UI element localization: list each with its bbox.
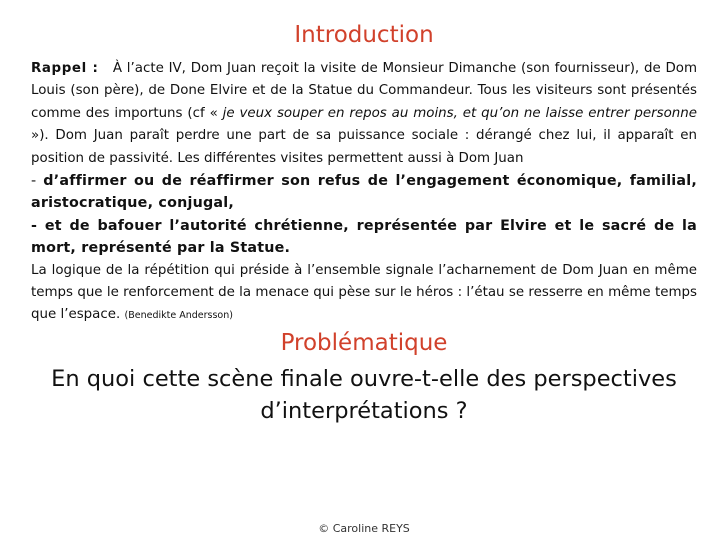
bullet-engagement [31, 170, 697, 215]
rappel-label: Rappel : [31, 61, 99, 76]
slide-title: Introduction [294, 22, 434, 48]
rappel-text-1: À l’acte IV, Dom Juan reçoit la visite de Monsieur Dimanche (son fournisseur), de Dom Louis (son père), de Done Elvire et de la Statue du Commandeur. Tous les visiteurs sont présentés comme des importuns (cf « [31, 61, 698, 121]
problematique-title: Problématique [280, 330, 448, 356]
rappel-quote: je veux souper en repos au moins, et qu’on ne laisse entrer personne [222, 105, 697, 121]
slide-body [31, 58, 697, 328]
bullet-engagement-text: d’affirmer ou de réaffirmer son refus de l’engagement économique, familial, aristocratique, conjugal, [31, 173, 697, 212]
copyright-footer: © Caroline REYS [318, 522, 410, 535]
logic-text: La logique de la répétition qui préside à l’ensemble signale l’acharnement de Dom Juan en même temps que le renforcement de la menace qui pèse sur le héros : l’étau se resserre en même temps que l’espace. [31, 262, 697, 323]
logic-paragraph [31, 260, 697, 328]
rappel-paragraph [31, 58, 697, 170]
problematique-question: En quoi cette scène finale ouvre-t-elle des perspectives d’interprétations ? [51, 366, 677, 424]
citation: (Benedikte Andersson) [124, 310, 233, 322]
bullet-autorite: - et de bafouer l’autorité chrétienne, représentée par Elvire et le sacré de la mort, représenté par la Statue. [31, 217, 697, 257]
bullet-prefix: - [31, 173, 44, 190]
rappel-text-2: »). Dom Juan paraît perdre une part de sa puissance sociale : dérangé chez lui, il apparaît en position de passivité. Les différentes visites permettent aussi à Dom Juan [31, 128, 697, 166]
